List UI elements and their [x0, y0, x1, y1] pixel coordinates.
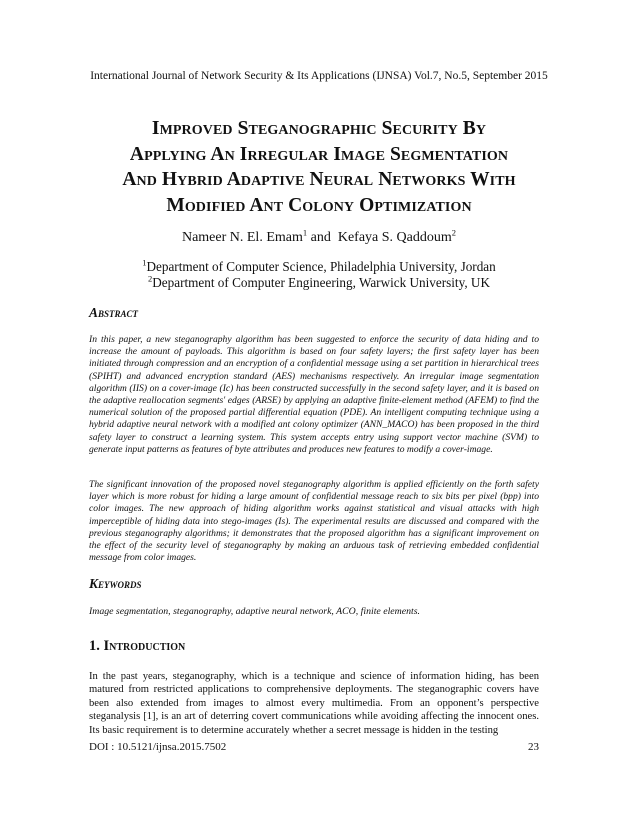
abstract-paragraph-1: In this paper, a new steganography algorithm has been suggested to enforce the security of data hiding and to increase the amount of payloads. This algorithm is based on four safety layers; the first safety layer has been initiated through compression and an encryption of a confidential message using a set partition in hierarchical trees (SPIHT) and advanced encryption standard (AES) mechanisms respectively. An irregular image segmentation algorithm (IIS) on a cover-image (Ic) has been constructed successfully in the second safety layer, and it is based on the adaptive reallocation segments' edges (ARSE) by applying an adaptive finite-element method (AFEM) to find the numerical solution of the proposed partial differential equation (PDE). An intelligent computing technique using a hybrid adaptive neural network with a modified ant colony optimizer (ANN_MACO) has been proposed in the third safety layer to construct a learning system. This system accepts entry using support vector machine (SVM) to generate input patterns as features of byte attributes and produces new features to modify a cover-image. — [89, 334, 539, 455]
abstract-paragraph-2: The significant innovation of the proposed novel steganography algorithm is applied efficiently on the forth safety layer which is more robust for hiding a large amount of confidential message reach to six bits per pixel (bpp) into color images. The new approach of hiding algorithm works against statistical and visual attacks with high imperceptible of hiding data into stego-images (Is). The experimental results are discussed and compared with the previous steganography algorithms; it demonstrates that the proposed algorithm has a significant improvement on the effect of the security level of steganography by making an arduous task of retrieving embedded confidential message from color images. — [89, 479, 539, 564]
keywords-heading: Keywords — [89, 576, 142, 591]
introduction-heading: 1. Introduction — [89, 638, 186, 654]
affiliation-2-mark: 2 — [148, 273, 153, 284]
author-1-mark: 1 — [302, 227, 308, 238]
author-line — [0, 227, 638, 246]
paper-title — [60, 116, 578, 218]
affiliation-1 — [0, 259, 638, 275]
abstract-heading: Abstract — [89, 305, 139, 320]
author-conjunction: and — [307, 230, 338, 245]
title-line-1: Improved Steganographic Security By — [151, 118, 487, 139]
title-line-4: Modified Ant Colony Optimization — [166, 194, 472, 216]
title-line-3: And Hybrid Adaptive Neural Networks With — [122, 169, 516, 190]
author-1-name: Nameer N. El. Emam — [181, 230, 303, 245]
introduction-paragraph: In the past years, steganography, which is a technique and science of information hiding, has been matured from restricted applications to comprehensive deployments. The steganographic covers have been also extended from images to almost every multimedia. From an opponent’s perspective steganalysis [1], is an art of deterring covert communications while avoiding affecting the innocent ones. Its basic requirement is to determine accurately whether a secret message is hidden in the testing — [89, 671, 539, 736]
affiliations — [0, 259, 638, 291]
author-2-mark: 2 — [451, 227, 457, 238]
footer-doi: DOI : 10.5121/ijnsa.2015.7502 — [89, 741, 227, 753]
author-2-name: Kefaya S. Qaddoum — [337, 230, 452, 245]
title-line-2: Applying An Irregular Image Segmentation — [129, 143, 509, 165]
running-header: International Journal of Network Security & Its Applications (IJNSA) Vol.7, No.5, September 2015 — [90, 70, 548, 82]
keywords-text: Image segmentation, steganography, adaptive neural network, ACO, finite elements. — [89, 606, 420, 617]
affiliation-1-mark: 1 — [142, 257, 147, 268]
affiliation-2-text: Department of Computer Engineering, Warwick University, UK — [152, 275, 490, 290]
footer-page-number: 23 — [528, 741, 539, 753]
affiliation-1-text: Department of Computer Science, Philadelphia University, Jordan — [146, 259, 496, 274]
affiliation-2 — [0, 275, 638, 291]
